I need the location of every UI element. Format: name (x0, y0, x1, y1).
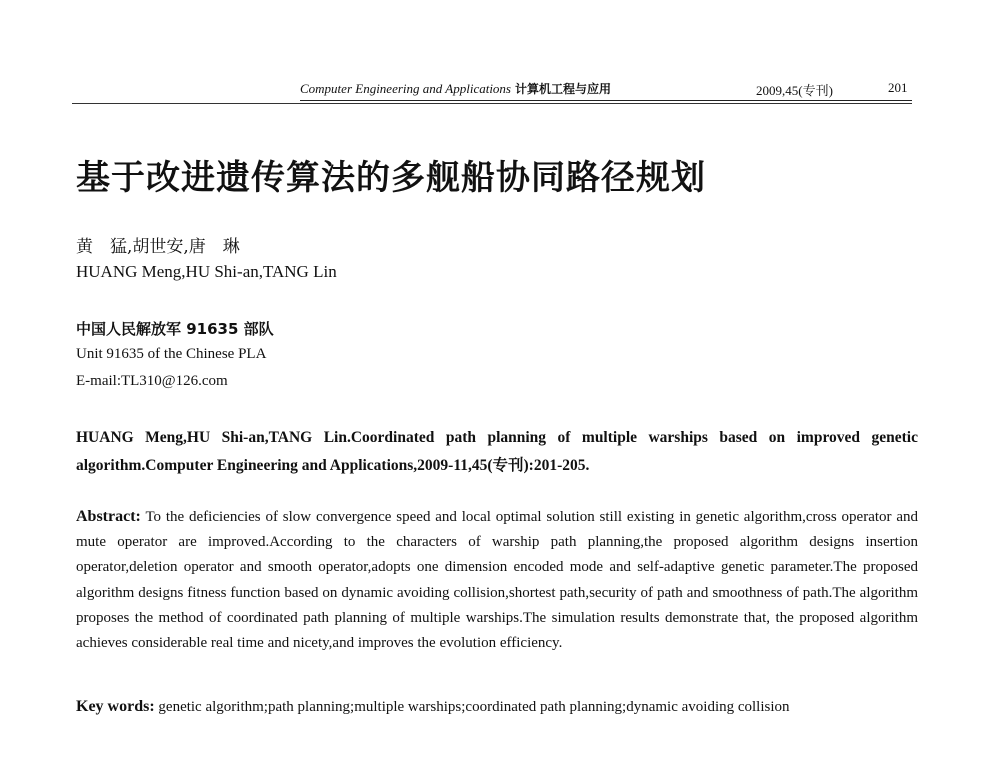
issue-info: 2009,45(专刊) (756, 83, 833, 98)
keywords (76, 694, 918, 720)
header-rule (72, 103, 912, 104)
abstract (76, 504, 918, 656)
citation: HUANG Meng,HU Shi-an,TANG Lin.Coordinated path planning of multiple warships based on improved genetic algorithm.Computer Engineering and Applications,2009-11,45(专刊):201-205. (76, 429, 918, 474)
affiliation-cn: 中国人民解放军 91635 部队 (76, 320, 274, 338)
journal-name (300, 80, 611, 97)
page-number: 201 (888, 80, 908, 95)
authors-en: HUANG Meng,HU Shi-an,TANG Lin (76, 262, 337, 281)
affiliation-en: Unit 91635 of the Chinese PLA (76, 346, 267, 362)
journal-name-cn: 计算机工程与应用 (515, 82, 612, 96)
abstract-text: To the deficiencies of slow convergence speed and local optimal solution still existing in genetic algorithm,cross operator and mute operator are improved.According to the characters of warship path planning,the proposed algorithm designs insertion operator,deletion operator and smooth operator,adopts one dimension encoded mode and self-adaptive genetic parameter.The proposed algorithm designs fitness function based on dynamic avoiding collision,shortest path,security of path and smoothness of path.The algorithm proposes the method of coordinated path planning of multiple warships.The simulation results demonstrate that, the proposed algorithm achieves considerable real time and nicety,and improves the evolution efficiency. (76, 509, 918, 652)
running-header (300, 76, 912, 102)
journal-name-en: Computer Engineering and Applications (300, 81, 511, 96)
paper-title: 基于改进遗传算法的多舰船协同路径规划 (76, 158, 706, 198)
header-rule-thick (300, 100, 912, 101)
authors-cn: 黄 猛,胡世安,唐 琳 (76, 237, 240, 257)
email: E-mail:TL310@126.com (76, 373, 228, 389)
keywords-text: genetic algorithm;path planning;multiple warships;coordinated path planning;dynamic avoiding collision (158, 699, 790, 715)
keywords-label: Key words: (76, 698, 155, 715)
abstract-label: Abstract: (76, 508, 141, 525)
